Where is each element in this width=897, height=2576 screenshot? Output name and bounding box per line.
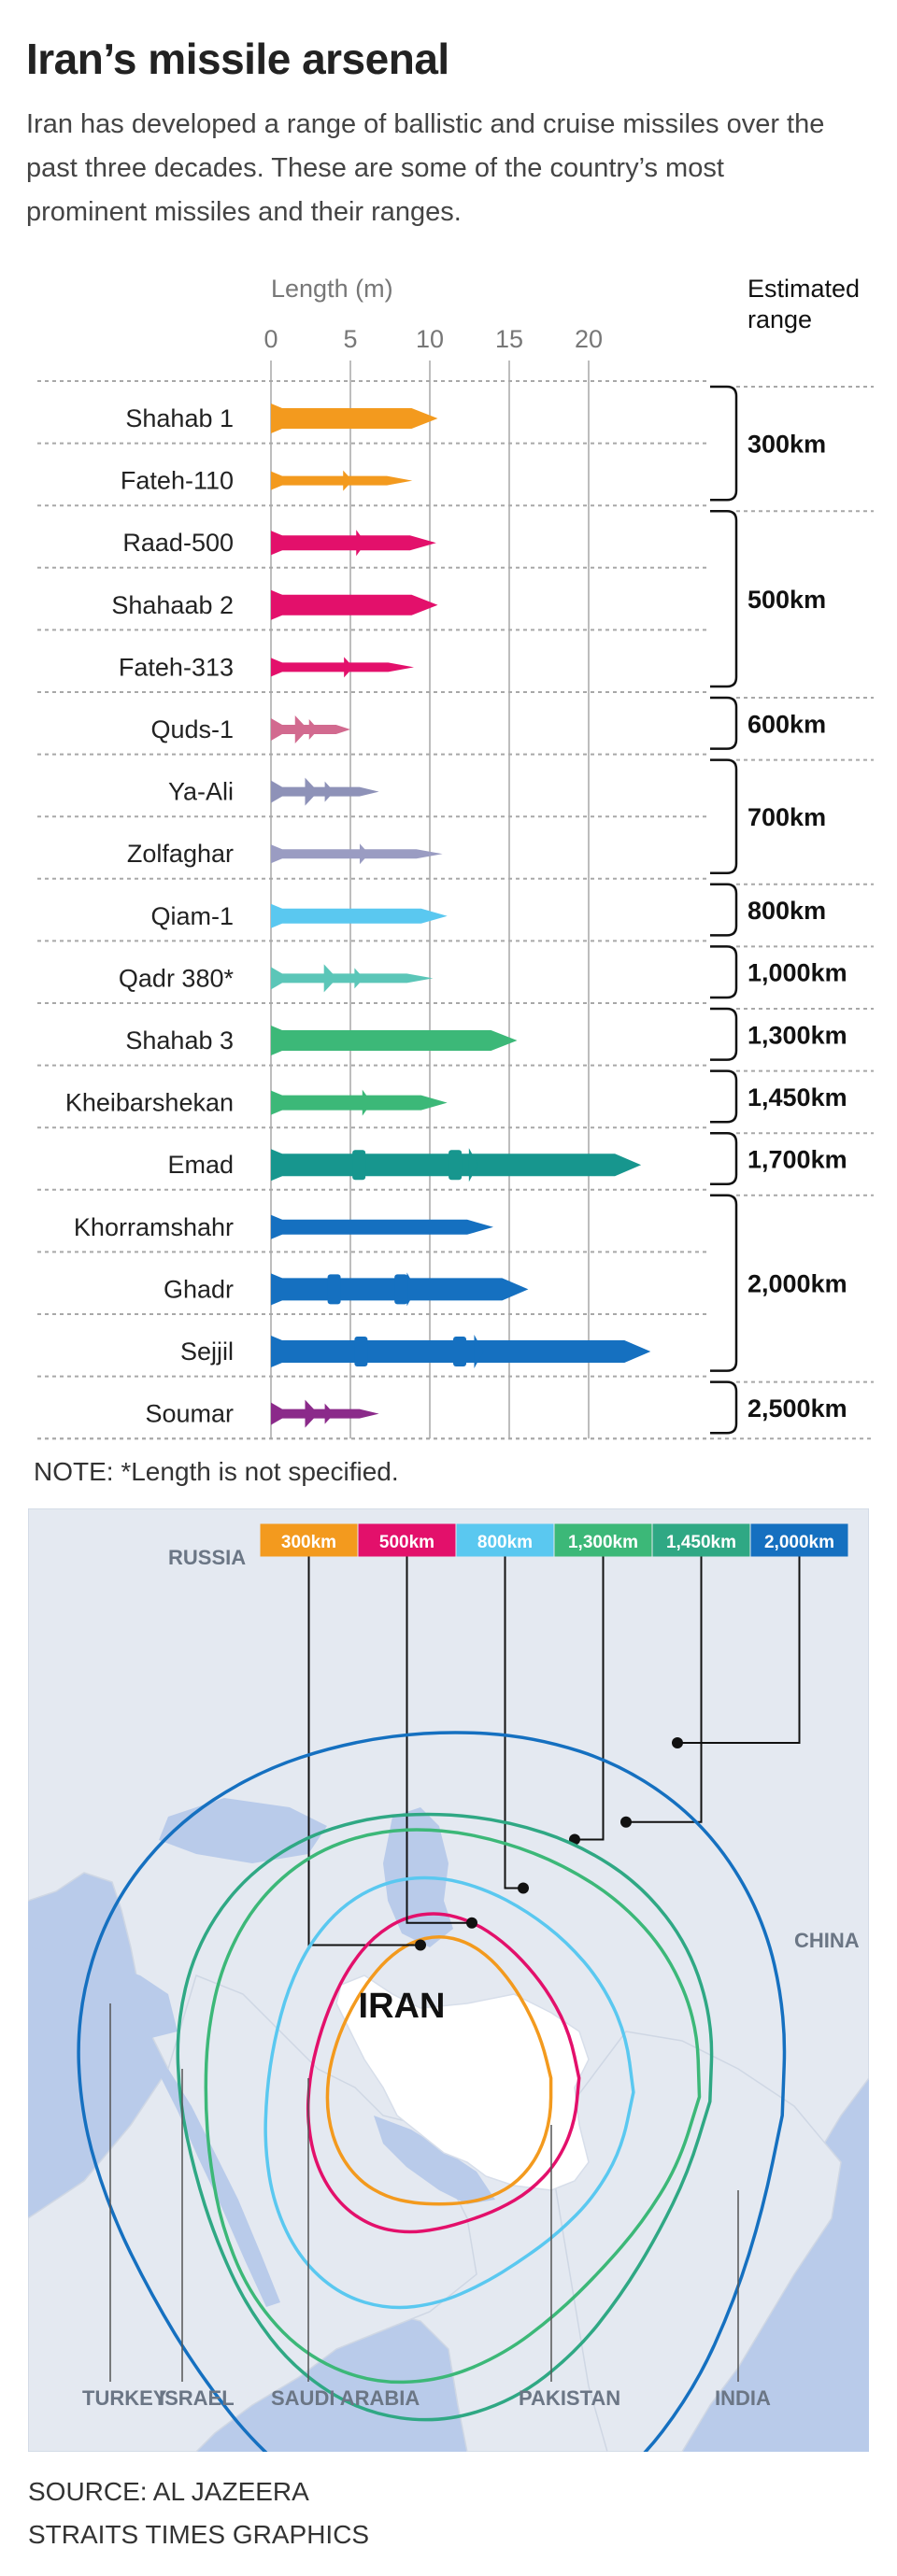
missile-bar	[150, 902, 447, 930]
missile-mid-fin	[360, 843, 369, 864]
range-label: 1,700km	[748, 1145, 847, 1174]
missile-tail-fin	[271, 590, 282, 620]
missile-name: Fateh-313	[118, 653, 234, 682]
range-header: Estimated	[748, 275, 861, 303]
missile-bar	[167, 1148, 641, 1182]
missile-range-map	[28, 1508, 869, 2452]
range-bracket	[710, 760, 736, 873]
missile-tail-fin	[271, 967, 282, 989]
axis-title: Length (m)	[271, 275, 393, 303]
missile-wing	[295, 715, 308, 743]
country-label-china: CHINA	[794, 1929, 860, 1952]
missile-tail-fin	[271, 1403, 282, 1425]
missile-name: Qadr 380*	[118, 964, 234, 993]
missile-bar	[125, 403, 437, 433]
missile-tail-fin	[271, 1091, 282, 1115]
legend-label: 1,300km	[567, 1533, 639, 1552]
missile-tail-fin	[271, 531, 282, 555]
country-label-iran: IRAN	[358, 1987, 446, 2026]
range-label: 700km	[748, 803, 827, 832]
page-title: Iran’s missile arsenal	[26, 35, 449, 83]
missile-tail-fin	[271, 1026, 282, 1055]
leader-dot	[620, 1817, 632, 1828]
missile-stage-ring	[354, 1337, 367, 1366]
missile-mid-fin	[325, 782, 335, 802]
missile-mid-fin	[469, 1148, 478, 1182]
missile-name: Khorramshahr	[73, 1212, 234, 1241]
missile-tail-fin	[271, 1273, 282, 1305]
range-label: 1,450km	[748, 1083, 847, 1111]
missile-bar	[111, 590, 437, 620]
missile-body	[271, 535, 436, 550]
missile-body	[271, 408, 438, 429]
missile-wing	[305, 778, 318, 806]
legend-label: 1,450km	[665, 1533, 737, 1552]
range-bracket	[710, 1133, 736, 1184]
missile-mid-fin	[363, 1090, 372, 1116]
missile-name: Raad-500	[122, 529, 234, 558]
source-credit	[28, 2470, 369, 2556]
x-tick-label: 20	[574, 325, 604, 353]
missile-bar	[125, 1026, 517, 1055]
missile-tail-fin	[271, 1215, 282, 1239]
page-subtitle: Iran has developed a range of ballistic and cruise missiles over the past three decades. These are some of the country’s most prominent missiles and their ranges.	[26, 109, 825, 227]
country-label-turkey: TURKEY	[82, 2386, 167, 2410]
missile-bar	[65, 1089, 448, 1117]
missile-mid-fin	[356, 530, 365, 556]
missile-length-chart	[0, 252, 897, 1443]
country-label-russia: RUSSIA	[168, 1546, 247, 1569]
missile-tail-fin	[271, 1149, 282, 1181]
missile-body	[271, 662, 414, 672]
x-tick-label: 0	[263, 325, 278, 353]
legend-label: 2,000km	[763, 1533, 835, 1552]
missile-bar	[122, 529, 435, 557]
missile-tail-fin	[271, 904, 282, 928]
range-header: range	[748, 305, 813, 333]
missile-name: Kheibarshekan	[64, 1088, 234, 1117]
range-label: 300km	[748, 430, 827, 459]
missile-bar	[168, 778, 379, 806]
missile-name: Ya-Ali	[167, 777, 234, 806]
range-bracket	[710, 946, 736, 998]
missile-wing	[324, 964, 337, 992]
range-label: 2,000km	[748, 1269, 847, 1298]
missile-mid-fin	[309, 719, 319, 740]
country-label-saudi: SAUDI ARABIA	[271, 2386, 420, 2410]
missile-mid-fin	[344, 657, 353, 677]
source-line: SOURCE: AL JAZEERA	[28, 2477, 309, 2506]
missile-stage-ring	[352, 1150, 365, 1180]
range-bracket	[710, 1382, 736, 1434]
legend-label: 800km	[477, 1533, 534, 1552]
missile-body	[271, 595, 438, 616]
footnote: NOTE: *Length is not specified.	[34, 1457, 399, 1486]
missile-name: Qiam-1	[150, 901, 234, 930]
missile-name: Shahab 3	[125, 1026, 234, 1054]
missile-body	[271, 849, 443, 858]
x-tick-label: 15	[494, 325, 524, 353]
leader-dot	[415, 1940, 426, 1951]
range-bracket	[710, 1009, 736, 1060]
leader-dot	[518, 1883, 529, 1894]
range-label: 2,500km	[748, 1394, 847, 1422]
missile-tail-fin	[271, 781, 282, 803]
range-label: 500km	[748, 586, 827, 615]
legend-label: 500km	[378, 1533, 435, 1552]
missile-name: Fateh-110	[120, 466, 234, 495]
missile-name: Zolfaghar	[126, 840, 234, 869]
range-label: 800km	[748, 897, 827, 926]
range-bracket	[710, 1196, 736, 1371]
missile-name: Shahaab 2	[111, 590, 234, 619]
missile-name: Ghadr	[163, 1275, 234, 1304]
missile-stage-ring	[394, 1274, 407, 1304]
missile-stage-ring	[448, 1150, 462, 1180]
range-bracket	[710, 1071, 736, 1123]
missile-name: Sejjil	[179, 1338, 234, 1366]
missile-body	[271, 973, 433, 983]
x-tick-label: 10	[415, 325, 445, 353]
missile-body	[271, 476, 412, 486]
missile-body	[271, 1220, 493, 1235]
missile-name: Shahab 1	[125, 404, 234, 432]
range-bracket	[710, 511, 736, 686]
missile-body	[271, 1030, 518, 1051]
missile-wing	[305, 1400, 318, 1428]
legend-label: 300km	[280, 1533, 337, 1552]
missile-body	[271, 1096, 448, 1111]
missile-tail-fin	[271, 472, 282, 490]
missile-bar	[119, 653, 414, 681]
leader-dot	[466, 1918, 477, 1929]
missile-bar	[164, 1272, 528, 1306]
missile-bar	[121, 467, 412, 495]
missile-name: Quds-1	[150, 715, 234, 743]
missile-bar	[145, 1400, 378, 1428]
missile-bar	[180, 1335, 650, 1368]
missile-tail-fin	[271, 658, 282, 676]
missile-stage-ring	[453, 1337, 466, 1366]
missile-tail-fin	[271, 403, 282, 433]
range-bracket	[710, 698, 736, 749]
x-tick-label: 5	[343, 325, 358, 353]
missile-tail-fin	[271, 1336, 282, 1367]
country-label-india: INDIA	[715, 2386, 771, 2410]
range-label: 1,300km	[748, 1021, 847, 1050]
leader-dot	[672, 1737, 683, 1748]
missile-mid-fin	[406, 1272, 416, 1306]
missile-bar	[150, 715, 350, 743]
missile-tail-fin	[271, 844, 282, 863]
missile-mid-fin	[474, 1335, 483, 1368]
range-label: 600km	[748, 710, 827, 739]
credit-line: STRAITS TIMES GRAPHICS	[28, 2520, 370, 2549]
range-bracket	[710, 885, 736, 936]
missile-bar	[127, 840, 443, 868]
range-bracket	[710, 387, 736, 500]
country-label-israel: ISRAEL	[159, 2386, 235, 2410]
missile-name: Emad	[167, 1151, 234, 1180]
range-label: 1,000km	[748, 958, 847, 987]
missile-body	[271, 909, 448, 924]
missile-mid-fin	[354, 968, 363, 988]
missile-bar	[119, 964, 433, 992]
missile-name: Soumar	[145, 1399, 234, 1428]
missile-tail-fin	[271, 718, 282, 741]
missile-stage-ring	[328, 1274, 341, 1304]
country-label-pakistan: PAKISTAN	[519, 2386, 621, 2410]
missile-mid-fin	[325, 1404, 335, 1424]
